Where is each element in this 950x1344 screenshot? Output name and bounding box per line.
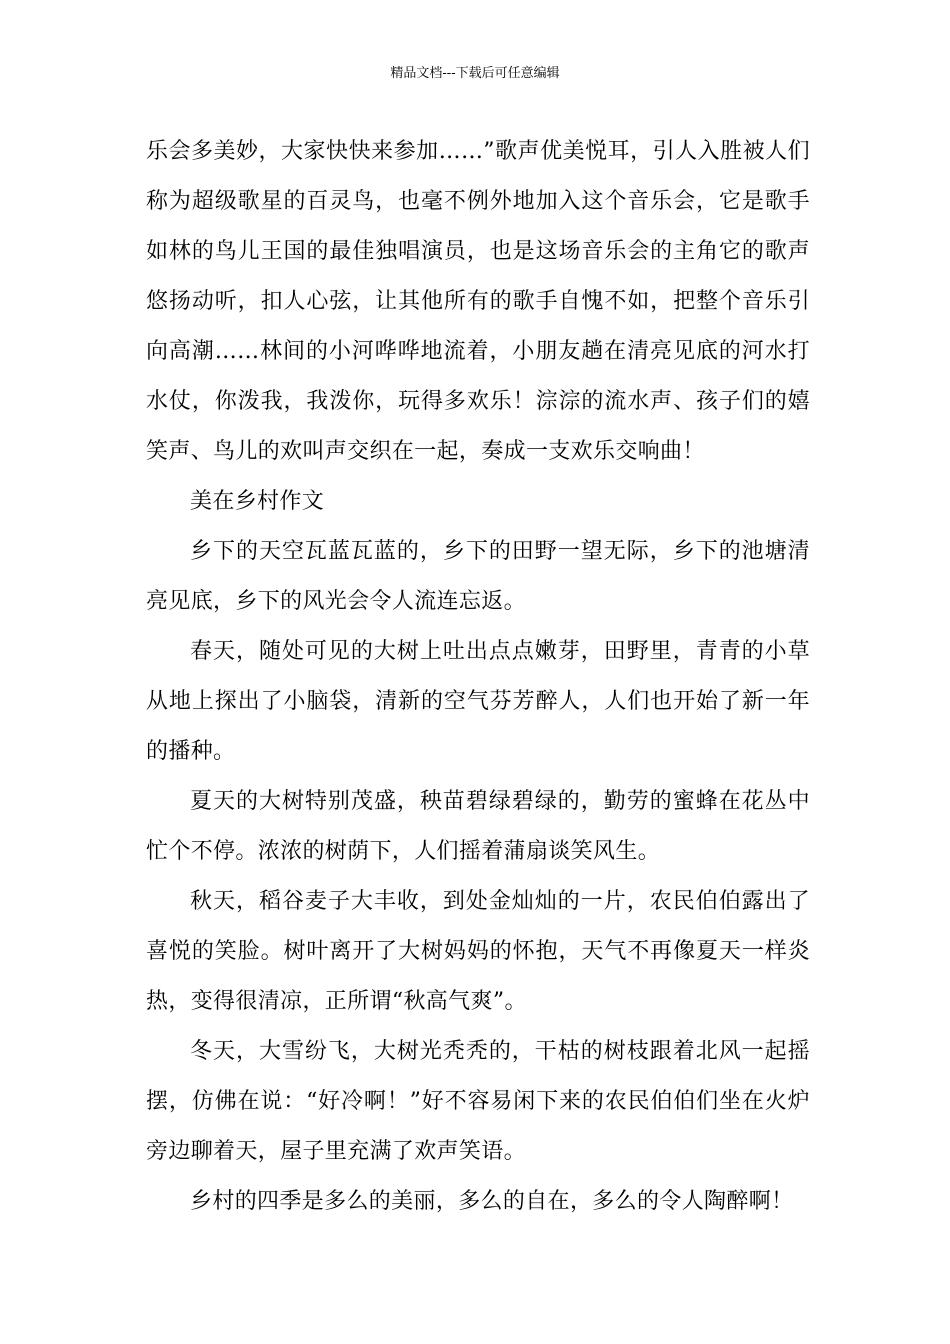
paragraph-spring: 春天，随处可见的大树上吐出点点嫩芽，田野里，青青的小草从地上探出了小脑袋，清新的空气芬芳醉人，人们也开始了新一年的播种。: [146, 639, 810, 764]
document-body: [146, 127, 810, 1227]
page-header: 精品文档---下载后可任意编辑: [390, 66, 560, 81]
paragraph-continuation: 乐会多美妙，大家快快来参加……”歌声优美悦耳，引人入胜被人们称为超级歌星的百灵鸟，也毫不例外地加入这个音乐会，它是歌手如林的鸟儿王国的最佳独唱演员，也是这场音乐会的主角它的歌声悠扬动听，扣人心弦，让其他所有的歌手自愧不如，把整个音乐引向高潮……林间的小河哗哗地流着，小朋友趟在清亮见底的河水打水仗，你泼我，我泼你，玩得多欢乐！淙淙的流水声、孩子们的嬉笑声、鸟儿的欢叫声交织在一起，奏成一支欢乐交响曲！: [146, 139, 810, 464]
paragraph-winter: 冬天，大雪纷飞，大树光秃秃的，干枯的树枝跟着北风一起摇摆，仿佛在说：“好冷啊！”好不容易闲下来的农民伯伯们坐在火炉旁边聊着天，屋子里充满了欢声笑语。: [146, 1039, 810, 1164]
paragraph-autumn: 秋天，稻谷麦子大丰收，到处金灿灿的一片，农民伯伯露出了喜悦的笑脸。树叶离开了大树妈妈的怀抱，天气不再像夏天一样炎热，变得很清凉，正所谓“秋高气爽”。: [146, 889, 810, 1014]
paragraph-intro: 乡下的天空瓦蓝瓦蓝的，乡下的田野一望无际，乡下的池塘清亮见底，乡下的风光会令人流连忘返。: [146, 539, 810, 614]
essay-title: 美在乡村作文: [190, 489, 325, 514]
paragraph-conclusion: 乡村的四季是多么的美丽，多么的自在，多么的令人陶醉啊！: [190, 1189, 794, 1214]
paragraph-summer: 夏天的大树特别茂盛，秧苗碧绿碧绿的，勤劳的蜜蜂在花丛中忙个不停。浓浓的树荫下，人们摇着蒲扇谈笑风生。: [146, 789, 810, 864]
